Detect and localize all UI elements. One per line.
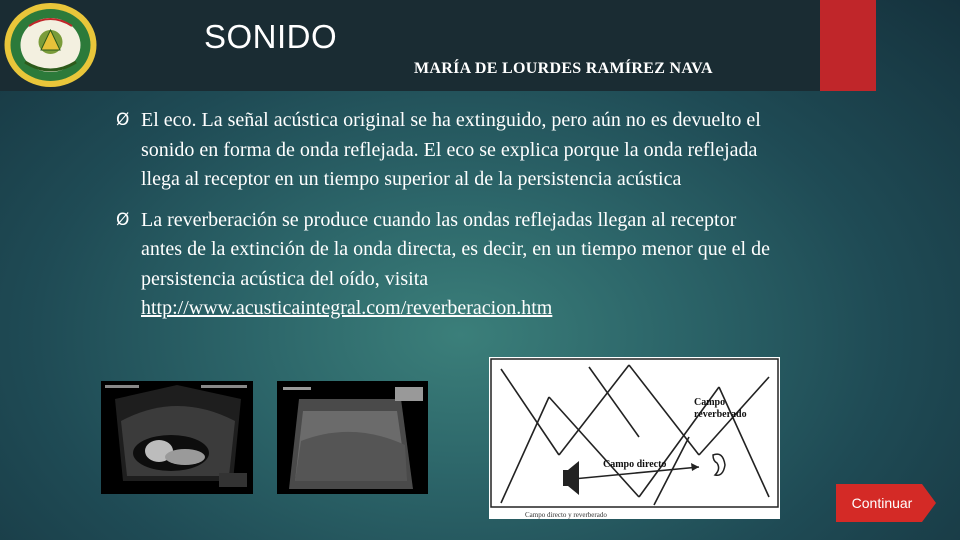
reverberation-diagram — [489, 357, 780, 519]
reverberation-link[interactable]: http://www.acusticaintegral.com/reverberacion.htm — [141, 297, 553, 319]
arrow-bullet-icon: Ø — [116, 110, 130, 130]
bullet-list — [116, 106, 776, 335]
author-name: MARÍA DE LOURDES RAMÍREZ NAVA — [414, 60, 713, 77]
direct-field-label: Campo directo — [603, 459, 667, 470]
bullet-echo — [116, 106, 776, 195]
diagram-caption: Campo directo y reverberado — [525, 511, 607, 519]
ultrasound-image-tissue — [277, 381, 428, 494]
header-accent-bar — [820, 0, 876, 91]
seal-logo — [3, 2, 98, 88]
slide-title: SONIDO — [204, 18, 338, 55]
bullet-text: La reverberación se produce cuando las ondas reflejadas llegan al receptor antes de la extinción de la onda directa, es decir, en un tiempo menor que el de persistencia acústica del oído, visita — [141, 208, 770, 290]
arrow-bullet-icon: Ø — [116, 209, 130, 230]
bullet-reverberation — [116, 206, 776, 324]
reverb-label-line2: reverberado — [694, 409, 747, 420]
bullet-text: El eco. La señal acústica original se ha extinguido, pero aún no es devuelto el sonido en forma de onda reflejada. El eco se explica porque la onda reflejada llega al receptor en un tiempo superior al de la persistencia acústica — [141, 109, 761, 190]
continue-button-label: Continuar — [851, 495, 913, 511]
reverb-label-line1: Campo — [694, 397, 726, 408]
continue-button[interactable] — [836, 484, 936, 522]
ultrasound-image-fetus — [101, 381, 253, 494]
